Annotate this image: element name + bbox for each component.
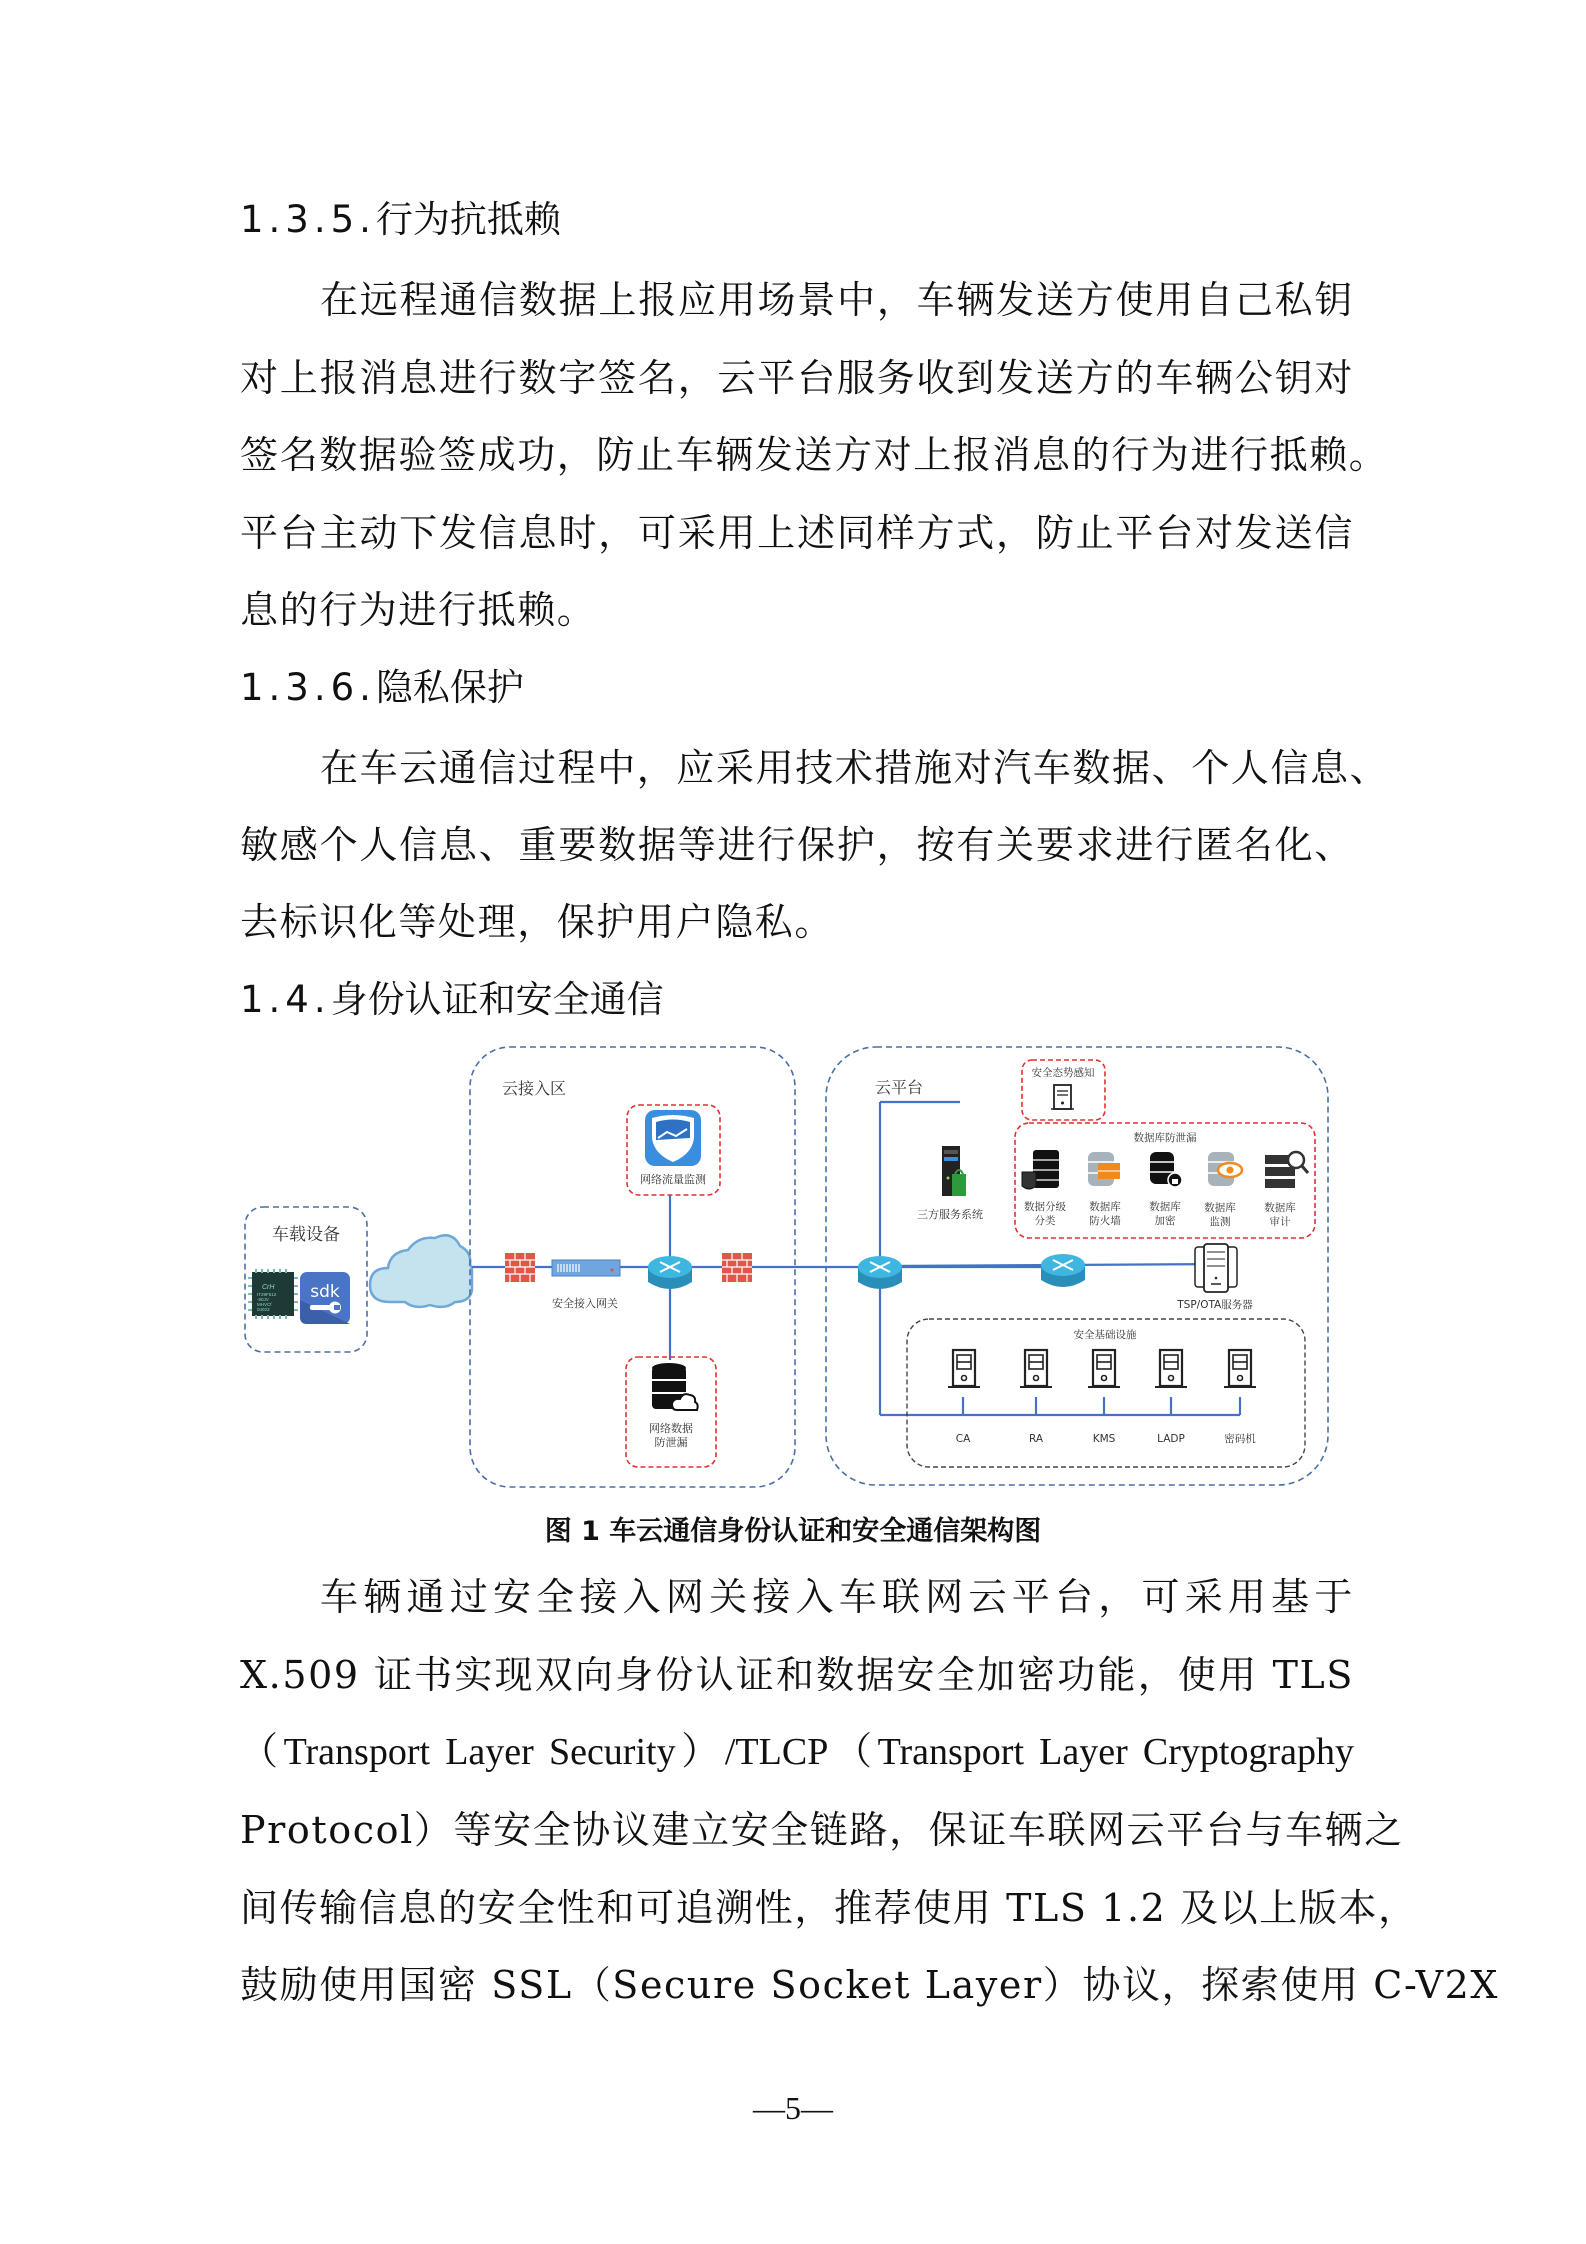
db-encryption-icon	[1150, 1152, 1182, 1187]
security-infrastructure-group	[907, 1319, 1305, 1467]
heading-title: 行为抗抵赖	[375, 198, 561, 241]
page-number: —5—	[753, 2090, 833, 2126]
third-party-label: 三方服务系统	[917, 1208, 983, 1221]
figure-caption: 图 1 车云通信身份认证和安全通信架构图	[544, 1516, 1042, 1547]
svg-text:数据库: 数据库	[1149, 1201, 1181, 1213]
paragraph-line: 车辆通过安全接入网关接入车联网云平台，可采用基于	[320, 1575, 1354, 1619]
paragraph-line: 对上报消息进行数字签名，云平台服务收到发送方的车辆公钥对	[240, 356, 1354, 400]
paragraph-line: 去标识化等处理，保护用户隐私。	[240, 900, 835, 944]
svg-text:LADP: LADP	[1157, 1433, 1185, 1445]
paragraph-line: 在车云通信过程中，应采用技术措施对汽车数据、个人信息、	[320, 746, 1390, 790]
svg-text:IT29F512: IT29F512	[257, 1292, 277, 1297]
svg-text:04023: 04023	[257, 1307, 270, 1312]
svg-text:KMS: KMS	[1092, 1433, 1116, 1445]
section-heading-1-4	[240, 975, 664, 1025]
svg-text:云接入区: 云接入区	[502, 1079, 567, 1098]
internet-cloud-icon	[370, 1235, 472, 1307]
svg-text:CrH: CrH	[262, 1284, 275, 1291]
svg-text:防火墙: 防火墙	[1089, 1215, 1121, 1227]
svg-text:车载设备: 车载设备	[272, 1225, 340, 1245]
svg-text:MHVCf: MHVCf	[257, 1302, 272, 1307]
svg-text:云平台: 云平台	[875, 1078, 924, 1097]
heading-number: 1.3.5.	[240, 198, 376, 241]
paragraph-line: 签名数据验签成功，防止车辆发送方对上报消息的行为进行抵赖。	[240, 433, 1389, 477]
svg-text:RA: RA	[1028, 1433, 1044, 1445]
svg-text:CA: CA	[955, 1433, 971, 1445]
network-dlp-group	[626, 1357, 716, 1467]
kms-server-icon	[1088, 1350, 1120, 1387]
heading-number: 1.3.6.	[240, 666, 376, 709]
router-icon	[1041, 1254, 1085, 1287]
svg-text:分类: 分类	[1034, 1215, 1056, 1227]
svg-text:监测: 监测	[1209, 1216, 1231, 1228]
ra-server-icon	[1020, 1350, 1052, 1387]
shield-chart-icon	[645, 1110, 701, 1166]
router-icon	[858, 1256, 902, 1289]
ladp-server-icon	[1155, 1350, 1187, 1387]
paragraph-line: 间传输信息的安全性和可追溯性，推荐使用 TLS 1.2 及以上版本，	[240, 1886, 1418, 1930]
heading-title: 隐私保护	[375, 666, 524, 709]
firewall-icon	[722, 1253, 752, 1282]
security-gateway-icon	[552, 1260, 620, 1276]
paragraph-line: （Transport Layer Security）/TLCP（Transport Layer Cryptography	[240, 1731, 1354, 1773]
svg-text:-80JV: -80JV	[257, 1297, 269, 1302]
section-heading-1-3-5	[240, 195, 561, 245]
svg-text:数据库: 数据库	[1089, 1201, 1121, 1213]
network-links	[472, 1102, 1240, 1415]
svg-text:数据库: 数据库	[1264, 1202, 1296, 1214]
svg-text:密码机: 密码机	[1224, 1433, 1256, 1445]
router-icon	[648, 1256, 692, 1289]
third-party-server-icon	[942, 1146, 966, 1196]
svg-text:网络数据: 网络数据	[649, 1422, 693, 1435]
zone-vehicle	[245, 1207, 367, 1352]
paragraph-line: 敏感个人信息、重要数据等进行保护，按有关要求进行匿名化、	[240, 823, 1354, 867]
crypto-machine-server-icon	[1224, 1350, 1256, 1387]
architecture-diagram	[230, 1040, 1340, 1500]
svg-text:审计: 审计	[1269, 1216, 1291, 1228]
svg-text:安全态势感知: 安全态势感知	[1031, 1067, 1095, 1079]
paragraph-line: 息的行为进行抵赖。	[240, 588, 597, 632]
traffic-monitor-group	[627, 1105, 720, 1195]
paragraph-line: 鼓励使用国密 SSL（Secure Socket Layer）协议，探索使用 C-V2X	[240, 1963, 1500, 2007]
firewall-icon	[505, 1253, 535, 1282]
server-icon	[1051, 1085, 1074, 1109]
db-monitor-icon	[1208, 1152, 1242, 1186]
situation-awareness-group	[1022, 1060, 1105, 1120]
tsp-ota-server-icon	[1195, 1244, 1237, 1292]
svg-text:防泄漏: 防泄漏	[654, 1436, 688, 1449]
database-cloud-icon	[652, 1363, 698, 1410]
svg-text:网络流量监测: 网络流量监测	[640, 1173, 706, 1186]
tsp-ota-label: TSP/OTA服务器	[1177, 1299, 1253, 1311]
data-classification-icon	[1022, 1150, 1059, 1189]
svg-text:安全基础设施: 安全基础设施	[1073, 1329, 1137, 1341]
db-leak-prevention-group	[1015, 1123, 1315, 1238]
svg-text:数据库防泄漏: 数据库防泄漏	[1133, 1132, 1197, 1144]
paragraph-line: 平台主动下发信息时，可采用上述同样方式，防止平台对发送信	[240, 511, 1354, 555]
paragraph-line: X.509 证书实现双向身份认证和数据安全加密功能，使用 TLS	[240, 1653, 1354, 1697]
db-audit-icon	[1265, 1152, 1308, 1188]
svg-text:数据分级: 数据分级	[1024, 1201, 1066, 1213]
svg-text:sdk: sdk	[310, 1282, 340, 1302]
ca-server-icon	[948, 1350, 980, 1387]
svg-text:加密: 加密	[1154, 1215, 1176, 1227]
chip-icon	[248, 1269, 298, 1319]
sdk-icon	[300, 1272, 350, 1324]
heading-title: 身份认证和安全通信	[330, 978, 664, 1021]
svg-text:数据库: 数据库	[1204, 1202, 1236, 1214]
gateway-label: 安全接入网关	[552, 1297, 618, 1310]
paragraph-line: 在远程通信数据上报应用场景中，车辆发送方使用自己私钥	[320, 278, 1354, 322]
heading-number: 1.4.	[240, 978, 331, 1021]
paragraph-line: Protocol）等安全协议建立安全链路，保证车联网云平台与车辆之	[240, 1808, 1404, 1852]
section-heading-1-3-6	[240, 663, 524, 713]
db-firewall-icon	[1088, 1152, 1120, 1186]
